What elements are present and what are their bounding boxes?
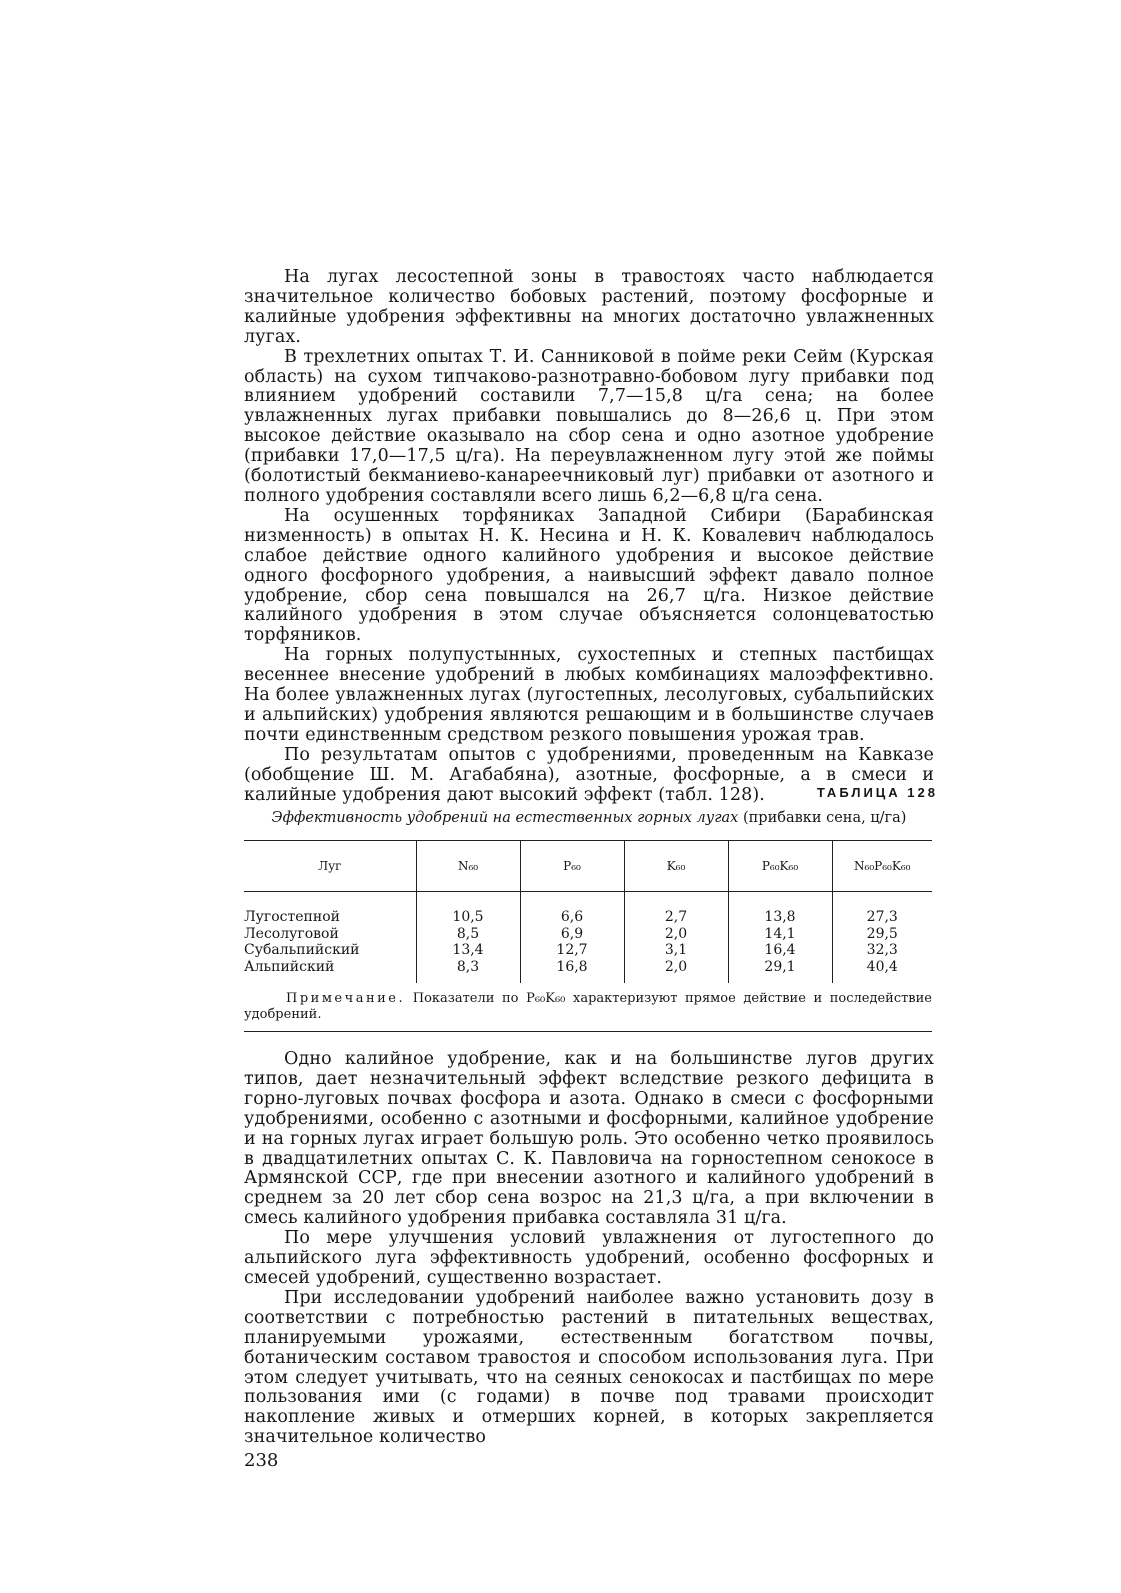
table-note-label: Примечание.	[286, 991, 406, 1006]
table-cell: 16,4	[728, 942, 832, 959]
table-cell: 6,6	[520, 909, 624, 926]
table-cell: 13,4	[416, 942, 520, 959]
paragraph: Одно калийное удобрение, как и на большинстве лугов других типов, дает незначительный эффект вследствие резкого дефицита в горно-луговых почвах фосфора и азота. Однако в смеси с фосфорными удобрениями, особенно с азотными и фосфорными, калийное удобрение и на горных лугах играет большую роль. Это особенно четко проявилось в двадцатилетних опытах С. К. Павловича на горностепном сенокосе в Армянской ССР, где при внесении азотного и калийного удобрений в среднем за 20 лет сбор сена возрос на 21,3 ц/га, а при включении в смесь калийного удобрения прибавка составляла 31 ц/га.	[244, 1049, 934, 1229]
table-cell: 16,8	[520, 959, 624, 984]
table-cell: 2,0	[624, 926, 728, 943]
table-cell: 32,3	[832, 942, 932, 959]
table-cell: 8,5	[416, 926, 520, 943]
table-cell: 40,4	[832, 959, 932, 984]
table-title-units: (прибавки сена, ц/га)	[738, 810, 907, 826]
table-bottom-rule	[244, 1031, 932, 1032]
table-cell: Субальпийский	[244, 942, 360, 958]
table-cell: 10,5	[416, 909, 520, 926]
table-cell: Альпийский	[244, 958, 335, 975]
table-cell: 14,1	[728, 926, 832, 943]
column-header: Луг	[244, 841, 416, 892]
table-cell: 29,5	[832, 926, 932, 943]
table-cell: 27,3	[832, 909, 932, 926]
paragraph: При исследовании удобрений наиболее важно установить дозу в соответствии с потребностью растений в питательных веществах, планируемыми урожаями, естественным богатством почвы, ботаническим составом травостоя и способом использования луга. При этом следует учитывать, что на сеяных сенокосах и пастбищах по мере пользования ими (с годами) в почве под травами происходит накопление живых и отмерших корней, в которых закрепляется значительное количество	[244, 1287, 934, 1448]
text-block-bottom	[244, 1050, 934, 1448]
column-header: N₆₀P₆₀K₆₀	[832, 841, 932, 892]
table-row	[244, 909, 932, 926]
table-spacer-row	[244, 892, 932, 910]
table-row	[244, 942, 932, 959]
table-row	[244, 959, 932, 984]
table-label: ТАБЛИЦА 128	[816, 785, 938, 800]
text-block-top	[244, 268, 934, 805]
table-cell: 12,7	[520, 942, 624, 959]
table-cell: 2,7	[624, 909, 728, 926]
column-header: P₆₀	[520, 841, 624, 892]
table-cell: 2,0	[624, 959, 728, 984]
paragraph: В трехлетних опытах Т. И. Санниковой в пойме реки Сейм (Курская область) на сухом типчаково-разнотравно-бобовом лугу прибавки под влиянием удобрений составили 7,7—15,8 ц/га сена; на более увлажненных лугах прибавки повышались до 8—26,6 ц. При этом высокое действие оказывало на сбор сена и одно азотное удобрение (прибавки 17,0—17,5 ц/га). На переувлажненном лугу этой же поймы (болотистый бекманиево-канареечниковый луг) прибавки от азотного и полного удобрения составляли всего лишь 6,2—6,8 ц/га сена.	[244, 346, 934, 506]
paragraph: На осушенных торфяниках Западной Сибири (Барабинская низменность) в опытах Н. К. Несина и Н. К. Ковалевич наблюдалось слабое действие одного калийного удобрения и высокое действие одного фосфорного удобрения, а наивысший эффект давало полное удобрение, сбор сена повышался на 26,7 ц/га. Низкое действие калийного удобрения в этом случае объясняется солонцеватостью торфяников.	[244, 505, 934, 646]
table-cell: 29,1	[728, 959, 832, 984]
table-cell: 13,8	[728, 909, 832, 926]
table-row	[244, 926, 932, 943]
paragraph: На горных полупустынных, сухостепных и степных пастбищах весеннее внесение удобрений в любых комбинациях малоэффективно. На более увлажненных лугах (лугостепных, лесолуговых, субальпийских и альпийских) удобрения являются решающим и в большинстве случаев почти единственным средством резкого повышения урожая трав.	[244, 645, 934, 745]
paragraph: На лугах лесостепной зоны в травостоях часто наблюдается значительное количество бобовых растений, поэтому фосфорные и калийные удобрения эффективны на многих достаточно увлажненных лугах.	[244, 267, 934, 347]
column-header: K₆₀	[624, 841, 728, 892]
table-note-text: Показатели по P₆₀K₆₀ характеризуют прямое действие и последействие удобрений.	[244, 991, 932, 1022]
column-header: P₆₀K₆₀	[728, 841, 832, 892]
paragraph: По мере улучшения условий увлажнения от лугостепного до альпийского луга эффективность удобрений, особенно фосфорных и смесей удобрений, существенно возрастает.	[244, 1228, 934, 1288]
fertilizer-table	[244, 840, 932, 983]
table-cell: Лугостепной	[244, 909, 340, 925]
table-header-row	[244, 841, 932, 892]
table-note	[244, 991, 932, 1023]
paragraph: По результатам опытов с удобрениями, проведенным на Кавказе (обобщение Ш. М. Агабабяна), азотные, фосфорные, а в смеси и калийные удобрения дают высокий эффект (табл. 128).	[244, 744, 934, 805]
table-cell: 3,1	[624, 942, 728, 959]
table-cell: Лесолуговой	[244, 925, 339, 942]
table-cell: 8,3	[416, 959, 520, 984]
table-title-italic: Эффективность удобрений на естественных горных лугах	[271, 810, 739, 826]
table-cell: 6,9	[520, 926, 624, 943]
table-title	[244, 810, 934, 826]
page-number: 238	[244, 1450, 279, 1471]
column-header: N₆₀	[416, 841, 520, 892]
